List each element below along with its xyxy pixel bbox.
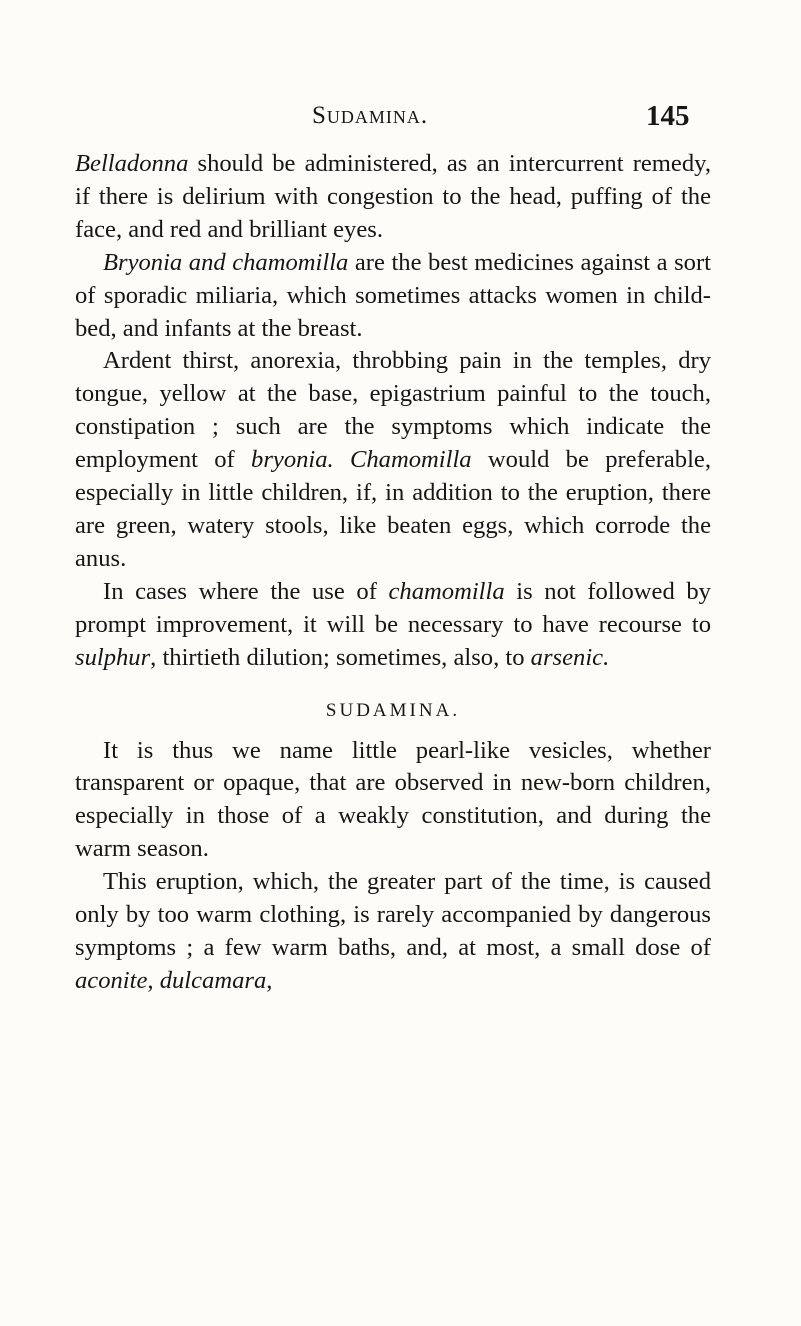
remedy-name: dulcamara	[159, 966, 267, 994]
remedy-name: Bryonia and chamomilla	[103, 248, 349, 276]
remedy-name: Belladonna	[75, 150, 189, 177]
paragraph-text: Ardent thirst, anorexia, throbbing pain in the temples, dry tongue, yellow at the base, epigastrium painful to the touch, constipation ; such are the symptoms which indicate the employment of	[75, 347, 711, 474]
section-heading: SUDAMINA.	[325, 699, 461, 721]
remedy-name: Chamomilla	[349, 446, 472, 474]
body-text	[75, 148, 711, 998]
paragraph-text: This eruption, which, the greater part of the time, is caused only by too warm clothing, is rarely accompanied by dangerous symptoms ; a few warm baths, and, at most, a small dose of	[75, 868, 711, 961]
paragraph-text: ,	[147, 966, 160, 994]
paragraph-sulphur	[75, 576, 711, 675]
remedy-name: aconite	[75, 966, 148, 994]
paragraph-text: should be administered, as an intercurrent remedy, if there is delirium with congestion to the head, puffing of the face, and red and brilliant eyes.	[75, 150, 711, 243]
paragraph-text: is not followed by prompt improvement, it will be necessary to have recourse to	[75, 577, 711, 638]
remedy-name: arsenic.	[530, 643, 610, 671]
paragraph-text: In cases where the use of	[103, 577, 389, 605]
remedy-name: chamomilla	[388, 577, 505, 605]
remedy-name: bryonia.	[251, 446, 334, 474]
paragraph-sudamina-treatment	[75, 866, 711, 998]
paragraph-symptoms	[75, 345, 711, 575]
running-head	[0, 100, 801, 140]
paragraph-text: are the best medicines against a sort of sporadic miliaria, which sometimes attacks women in child-bed, and infants at the breast.	[75, 248, 712, 342]
paragraph-text: ,	[266, 966, 273, 994]
page-number: 145	[646, 100, 690, 132]
paragraph-text: It is thus we name little pearl-like vesicles, whether transparent or opaque, that are observed in new-born children, especially in those of a weakly constitution, and during the warm season.	[75, 736, 711, 863]
remedy-name: sulphur	[75, 643, 151, 671]
paragraph-bryonia-chamomilla	[75, 247, 711, 346]
paragraph-text	[334, 446, 350, 473]
paragraph-text: , thirtieth dilution; sometimes, also, to	[150, 643, 531, 671]
paragraph-sudamina-definition	[75, 735, 711, 867]
paragraph-belladonna	[75, 148, 711, 247]
paragraph-text: would be preferable, especially in little children, if, in addition to the eruption, there are green, watery stools, like beaten eggs, which corrode the anus.	[75, 446, 711, 572]
running-title: Sudamina.	[312, 102, 429, 129]
